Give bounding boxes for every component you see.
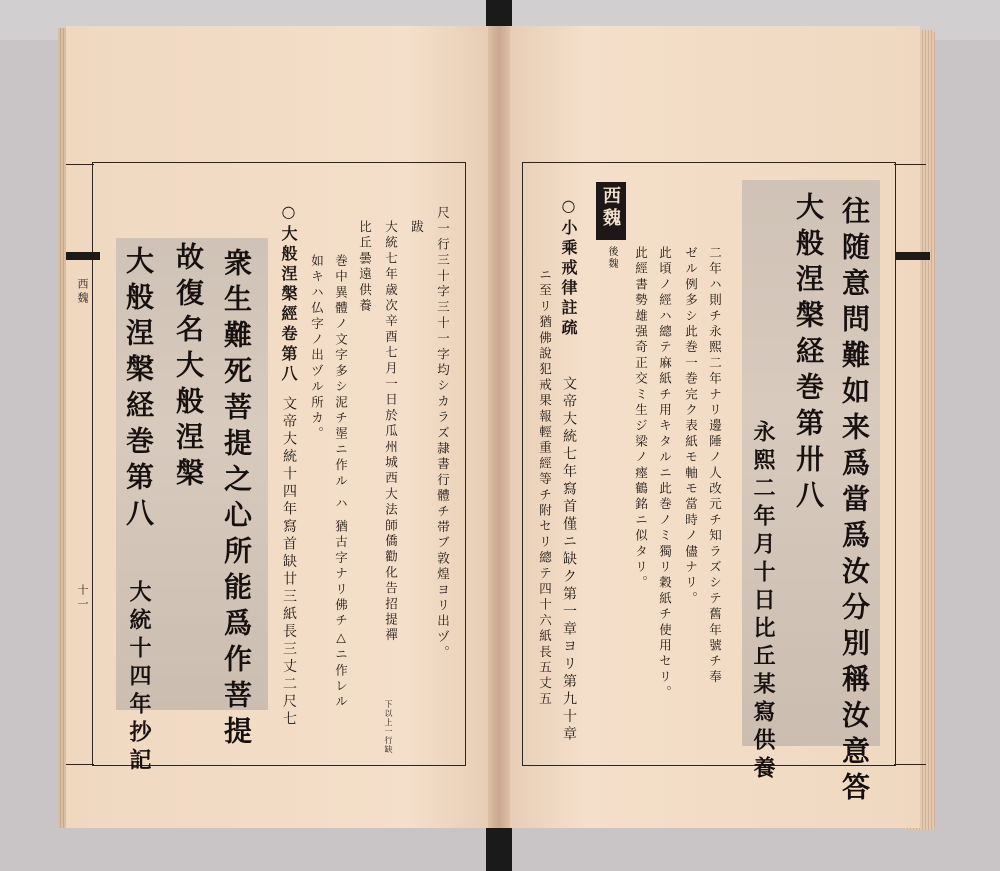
facsimile-line-2: 故復名大般涅槃	[172, 242, 205, 494]
running-head: 西魏	[76, 278, 89, 306]
body-line-4: ゼル例多シ此巻一巻完ク表紙モ軸モ當時ノ儘ナリ。	[683, 246, 699, 608]
entry-dating-left: 文帝大統十四年寫首缺廿三紙長三丈二尺七	[281, 396, 297, 729]
facsimile-sutra-line: 往随意問難如来爲當爲汝分別稱汝意答	[838, 196, 871, 808]
left-margin-rule-top	[66, 164, 94, 165]
colophon-line-4: 比丘曇遠供養	[357, 220, 373, 315]
lacuna-note: 下以上一行缺	[384, 700, 393, 754]
colophon-line-2: 跋	[409, 220, 425, 236]
right-margin-rule-top	[894, 164, 926, 165]
folio-number: 十一	[76, 584, 89, 612]
right-margin-rule-bottom	[894, 764, 926, 765]
right-edge-tab	[896, 252, 930, 260]
facsimile-colophon: 永熙二年月十日比丘某寫供養	[750, 420, 776, 784]
dynasty-badge	[596, 182, 626, 240]
body-line-5: 二年ハ則チ永熙二年ナリ邊陲ノ人改元チ知ラズシテ舊年號チ奉	[707, 246, 723, 686]
left-edge-tab	[66, 252, 100, 260]
facsimile-signature: 大統十四年抄記	[126, 580, 152, 776]
colophon-line-1: 尺一行三十字三十一字均シカラズ隷書行體チ帯ブ敦煌ヨリ出ヅ。	[435, 206, 451, 662]
colophon-line-3: 大統七年歳次辛酉七月一日於瓜州城西大法師僑勸化告招提禪	[383, 220, 399, 644]
facsimile-line-1: 衆生難死菩提之心所能爲作菩提	[220, 248, 253, 752]
colophon-line-6: 如キハ仏字ノ出ヅル所カ。	[309, 254, 325, 443]
sub-label: 後魏	[606, 246, 617, 270]
colophon-line-5: 巻中異體ノ文字多シ泥チ埿ニ作ル ハ 猶古字ナリ佛チ△ニ作レル	[333, 254, 349, 711]
book-gutter	[488, 26, 510, 828]
left-margin-rule-bottom	[66, 764, 94, 765]
binding-spine-bottom	[486, 825, 512, 871]
entry-dating-right: 文帝大統七年寫首僅ニ缺ク第一章ヨリ第九十章	[561, 376, 577, 744]
body-line-2: 此經書勢雄强奇正交ミ生ジ梁ノ瘞鶴銘ニ似タリ。	[633, 246, 649, 592]
facsimile-line-3: 大般涅槃経巻第八	[122, 246, 155, 534]
entry-heading-right: ○小乘戒律註疏	[559, 196, 578, 339]
entry-heading-left: ○大般涅槃經卷第八	[279, 202, 298, 385]
dynasty-badge-label: 西魏	[600, 186, 621, 230]
body-line-1: ニ至リ猶佛說犯戒果報輕重經等チ附セリ總テ四十六紙長五丈五	[537, 268, 553, 708]
facsimile-sutra-title: 大般涅槃経巻第卅八	[792, 192, 825, 516]
body-line-3: 此頃ノ經ハ總テ麻紙チ用キタルニ此巻ノミ獨リ穀紙チ使用セリ。	[657, 246, 673, 702]
